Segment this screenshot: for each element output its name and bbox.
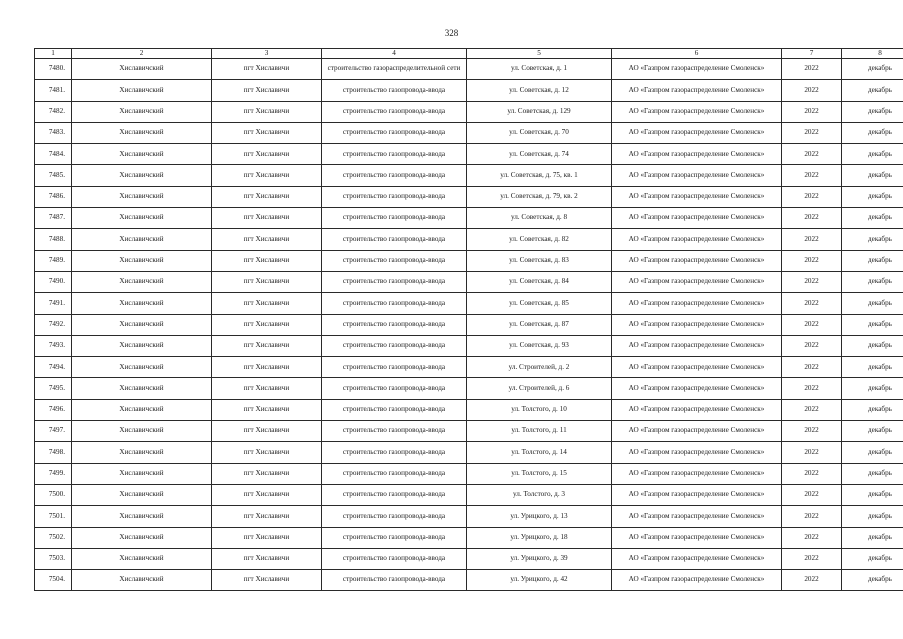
table-row	[35, 122, 903, 143]
settlement-cell: пгт Хиславичи	[212, 506, 322, 527]
row-number: 7489.	[35, 250, 72, 271]
month-cell: декабрь	[842, 463, 903, 484]
work-type-cell: строительство газопровода-ввода	[322, 421, 467, 442]
settlement-cell: пгт Хиславичи	[212, 314, 322, 335]
work-type-cell: строительство газопровода-ввода	[322, 378, 467, 399]
district-cell: Хиславичский	[72, 335, 212, 356]
work-type-cell: строительство газопровода-ввода	[322, 122, 467, 143]
year-cell: 2022	[782, 484, 842, 505]
settlement-cell: пгт Хиславичи	[212, 548, 322, 569]
work-type-cell: строительство газопровода-ввода	[322, 229, 467, 250]
address-cell: ул. Советская, д. 75, кв. 1	[467, 165, 612, 186]
month-cell: декабрь	[842, 144, 903, 165]
row-number: 7485.	[35, 165, 72, 186]
year-cell: 2022	[782, 250, 842, 271]
page-number: 328	[444, 28, 459, 38]
row-number: 7499.	[35, 463, 72, 484]
row-number: 7502.	[35, 527, 72, 548]
column-header: 7	[782, 49, 842, 59]
organization-cell: АО «Газпром газораспределение Смоленск»	[612, 527, 782, 548]
district-cell: Хиславичский	[72, 570, 212, 591]
table-row	[35, 144, 903, 165]
table-row	[35, 335, 903, 356]
settlement-cell: пгт Хиславичи	[212, 484, 322, 505]
year-cell: 2022	[782, 378, 842, 399]
work-type-cell: строительство газопровода-ввода	[322, 484, 467, 505]
district-cell: Хиславичский	[72, 506, 212, 527]
district-cell: Хиславичский	[72, 122, 212, 143]
row-number: 7503.	[35, 548, 72, 569]
row-number: 7494.	[35, 357, 72, 378]
table-row	[35, 208, 903, 229]
organization-cell: АО «Газпром газораспределение Смоленск»	[612, 421, 782, 442]
month-cell: декабрь	[842, 59, 903, 80]
organization-cell: АО «Газпром газораспределение Смоленск»	[612, 484, 782, 505]
month-cell: декабрь	[842, 165, 903, 186]
address-cell: ул. Урицкого, д. 18	[467, 527, 612, 548]
settlement-cell: пгт Хиславичи	[212, 59, 322, 80]
column-header: 6	[612, 49, 782, 59]
table-row	[35, 186, 903, 207]
address-cell: ул. Советская, д. 12	[467, 80, 612, 101]
district-cell: Хиславичский	[72, 357, 212, 378]
organization-cell: АО «Газпром газораспределение Смоленск»	[612, 80, 782, 101]
work-type-cell: строительство газопровода-ввода	[322, 293, 467, 314]
settlement-cell: пгт Хиславичи	[212, 144, 322, 165]
table-row	[35, 80, 903, 101]
column-header: 3	[212, 49, 322, 59]
year-cell: 2022	[782, 421, 842, 442]
work-type-cell: строительство газопровода-ввода	[322, 442, 467, 463]
work-type-cell: строительство газопровода-ввода	[322, 101, 467, 122]
settlement-cell: пгт Хиславичи	[212, 186, 322, 207]
month-cell: декабрь	[842, 335, 903, 356]
organization-cell: АО «Газпром газораспределение Смоленск»	[612, 186, 782, 207]
settlement-cell: пгт Хиславичи	[212, 399, 322, 420]
organization-cell: АО «Газпром газораспределение Смоленск»	[612, 165, 782, 186]
table-row	[35, 59, 903, 80]
year-cell: 2022	[782, 506, 842, 527]
address-cell: ул. Советская, д. 8	[467, 208, 612, 229]
month-cell: декабрь	[842, 570, 903, 591]
address-cell: ул. Урицкого, д. 42	[467, 570, 612, 591]
organization-cell: АО «Газпром газораспределение Смоленск»	[612, 144, 782, 165]
settlement-cell: пгт Хиславичи	[212, 101, 322, 122]
work-type-cell: строительство газопровода-ввода	[322, 144, 467, 165]
column-header: 2	[72, 49, 212, 59]
table-row	[35, 399, 903, 420]
district-cell: Хиславичский	[72, 80, 212, 101]
work-type-cell: строительство газопровода-ввода	[322, 250, 467, 271]
year-cell: 2022	[782, 208, 842, 229]
organization-cell: АО «Газпром газораспределение Смоленск»	[612, 293, 782, 314]
row-number: 7497.	[35, 421, 72, 442]
row-number: 7488.	[35, 229, 72, 250]
address-cell: ул. Советская, д. 74	[467, 144, 612, 165]
address-cell: ул. Строителей, д. 6	[467, 378, 612, 399]
table-row	[35, 357, 903, 378]
district-cell: Хиславичский	[72, 250, 212, 271]
district-cell: Хиславичский	[72, 186, 212, 207]
work-type-cell: строительство газопровода-ввода	[322, 506, 467, 527]
organization-cell: АО «Газпром газораспределение Смоленск»	[612, 506, 782, 527]
column-header: 1	[35, 49, 72, 59]
work-type-cell: строительство газопровода-ввода	[322, 399, 467, 420]
district-cell: Хиславичский	[72, 421, 212, 442]
row-number: 7501.	[35, 506, 72, 527]
year-cell: 2022	[782, 186, 842, 207]
year-cell: 2022	[782, 399, 842, 420]
district-cell: Хиславичский	[72, 59, 212, 80]
registry-table	[34, 48, 903, 591]
address-cell: ул. Урицкого, д. 39	[467, 548, 612, 569]
row-number: 7493.	[35, 335, 72, 356]
organization-cell: АО «Газпром газораспределение Смоленск»	[612, 570, 782, 591]
table-row	[35, 506, 903, 527]
work-type-cell: строительство газопровода-ввода	[322, 335, 467, 356]
district-cell: Хиславичский	[72, 165, 212, 186]
month-cell: декабрь	[842, 357, 903, 378]
settlement-cell: пгт Хиславичи	[212, 463, 322, 484]
month-cell: декабрь	[842, 186, 903, 207]
settlement-cell: пгт Хиславичи	[212, 442, 322, 463]
settlement-cell: пгт Хиславичи	[212, 570, 322, 591]
table-row	[35, 570, 903, 591]
organization-cell: АО «Газпром газораспределение Смоленск»	[612, 357, 782, 378]
table-row	[35, 165, 903, 186]
organization-cell: АО «Газпром газораспределение Смоленск»	[612, 378, 782, 399]
row-number: 7491.	[35, 293, 72, 314]
district-cell: Хиславичский	[72, 144, 212, 165]
address-cell: ул. Советская, д. 129	[467, 101, 612, 122]
table-row	[35, 484, 903, 505]
row-number: 7480.	[35, 59, 72, 80]
organization-cell: АО «Газпром газораспределение Смоленск»	[612, 314, 782, 335]
month-cell: декабрь	[842, 399, 903, 420]
district-cell: Хиславичский	[72, 399, 212, 420]
table-row	[35, 421, 903, 442]
address-cell: ул. Строителей, д. 2	[467, 357, 612, 378]
month-cell: декабрь	[842, 506, 903, 527]
settlement-cell: пгт Хиславичи	[212, 165, 322, 186]
year-cell: 2022	[782, 463, 842, 484]
work-type-cell: строительство газопровода-ввода	[322, 548, 467, 569]
year-cell: 2022	[782, 229, 842, 250]
district-cell: Хиславичский	[72, 484, 212, 505]
organization-cell: АО «Газпром газораспределение Смоленск»	[612, 399, 782, 420]
table-row	[35, 229, 903, 250]
table-row	[35, 548, 903, 569]
settlement-cell: пгт Хиславичи	[212, 271, 322, 292]
year-cell: 2022	[782, 80, 842, 101]
district-cell: Хиславичский	[72, 548, 212, 569]
row-number: 7482.	[35, 101, 72, 122]
settlement-cell: пгт Хиславичи	[212, 229, 322, 250]
month-cell: декабрь	[842, 442, 903, 463]
organization-cell: АО «Газпром газораспределение Смоленск»	[612, 122, 782, 143]
address-cell: ул. Советская, д. 82	[467, 229, 612, 250]
year-cell: 2022	[782, 144, 842, 165]
organization-cell: АО «Газпром газораспределение Смоленск»	[612, 250, 782, 271]
month-cell: декабрь	[842, 101, 903, 122]
organization-cell: АО «Газпром газораспределение Смоленск»	[612, 271, 782, 292]
work-type-cell: строительство газопровода-ввода	[322, 570, 467, 591]
year-cell: 2022	[782, 442, 842, 463]
organization-cell: АО «Газпром газораспределение Смоленск»	[612, 208, 782, 229]
organization-cell: АО «Газпром газораспределение Смоленск»	[612, 548, 782, 569]
month-cell: декабрь	[842, 548, 903, 569]
address-cell: ул. Толстого, д. 10	[467, 399, 612, 420]
year-cell: 2022	[782, 357, 842, 378]
district-cell: Хиславичский	[72, 229, 212, 250]
district-cell: Хиславичский	[72, 463, 212, 484]
year-cell: 2022	[782, 165, 842, 186]
year-cell: 2022	[782, 335, 842, 356]
settlement-cell: пгт Хиславичи	[212, 250, 322, 271]
month-cell: декабрь	[842, 314, 903, 335]
year-cell: 2022	[782, 122, 842, 143]
row-number: 7490.	[35, 271, 72, 292]
organization-cell: АО «Газпром газораспределение Смоленск»	[612, 229, 782, 250]
month-cell: декабрь	[842, 229, 903, 250]
address-cell: ул. Советская, д. 79, кв. 2	[467, 186, 612, 207]
month-cell: декабрь	[842, 484, 903, 505]
address-cell: ул. Советская, д. 1	[467, 59, 612, 80]
table-row	[35, 463, 903, 484]
month-cell: декабрь	[842, 122, 903, 143]
district-cell: Хиславичский	[72, 527, 212, 548]
row-number: 7504.	[35, 570, 72, 591]
settlement-cell: пгт Хиславичи	[212, 208, 322, 229]
district-cell: Хиславичский	[72, 101, 212, 122]
month-cell: декабрь	[842, 271, 903, 292]
row-number: 7495.	[35, 378, 72, 399]
work-type-cell: строительство газопровода-ввода	[322, 463, 467, 484]
work-type-cell: строительство газопровода-ввода	[322, 357, 467, 378]
settlement-cell: пгт Хиславичи	[212, 80, 322, 101]
column-header: 4	[322, 49, 467, 59]
year-cell: 2022	[782, 271, 842, 292]
table-row	[35, 527, 903, 548]
organization-cell: АО «Газпром газораспределение Смоленск»	[612, 59, 782, 80]
work-type-cell: строительство газопровода-ввода	[322, 186, 467, 207]
row-number: 7496.	[35, 399, 72, 420]
settlement-cell: пгт Хиславичи	[212, 378, 322, 399]
year-cell: 2022	[782, 314, 842, 335]
table-row	[35, 293, 903, 314]
address-cell: ул. Советская, д. 87	[467, 314, 612, 335]
row-number: 7486.	[35, 186, 72, 207]
month-cell: декабрь	[842, 208, 903, 229]
address-cell: ул. Урицкого, д. 13	[467, 506, 612, 527]
table-row	[35, 442, 903, 463]
month-cell: декабрь	[842, 378, 903, 399]
year-cell: 2022	[782, 59, 842, 80]
row-number: 7487.	[35, 208, 72, 229]
work-type-cell: строительство газопровода-ввода	[322, 165, 467, 186]
table-row	[35, 271, 903, 292]
row-number: 7483.	[35, 122, 72, 143]
column-header: 5	[467, 49, 612, 59]
settlement-cell: пгт Хиславичи	[212, 421, 322, 442]
address-cell: ул. Советская, д. 83	[467, 250, 612, 271]
month-cell: декабрь	[842, 293, 903, 314]
month-cell: декабрь	[842, 421, 903, 442]
organization-cell: АО «Газпром газораспределение Смоленск»	[612, 101, 782, 122]
district-cell: Хиславичский	[72, 378, 212, 399]
district-cell: Хиславичский	[72, 442, 212, 463]
settlement-cell: пгт Хиславичи	[212, 335, 322, 356]
address-cell: ул. Толстого, д. 11	[467, 421, 612, 442]
work-type-cell: строительство газораспределительной сети	[322, 59, 467, 80]
settlement-cell: пгт Хиславичи	[212, 293, 322, 314]
work-type-cell: строительство газопровода-ввода	[322, 527, 467, 548]
row-number: 7500.	[35, 484, 72, 505]
organization-cell: АО «Газпром газораспределение Смоленск»	[612, 442, 782, 463]
district-cell: Хиславичский	[72, 293, 212, 314]
table-row	[35, 378, 903, 399]
district-cell: Хиславичский	[72, 271, 212, 292]
table-row	[35, 101, 903, 122]
year-cell: 2022	[782, 570, 842, 591]
district-cell: Хиславичский	[72, 314, 212, 335]
work-type-cell: строительство газопровода-ввода	[322, 314, 467, 335]
work-type-cell: строительство газопровода-ввода	[322, 271, 467, 292]
district-cell: Хиславичский	[72, 208, 212, 229]
year-cell: 2022	[782, 548, 842, 569]
column-number-header-row	[35, 49, 903, 59]
column-header: 8	[842, 49, 903, 59]
month-cell: декабрь	[842, 250, 903, 271]
organization-cell: АО «Газпром газораспределение Смоленск»	[612, 463, 782, 484]
table-row	[35, 250, 903, 271]
address-cell: ул. Советская, д. 70	[467, 122, 612, 143]
table-row	[35, 314, 903, 335]
address-cell: ул. Советская, д. 93	[467, 335, 612, 356]
organization-cell: АО «Газпром газораспределение Смоленск»	[612, 335, 782, 356]
row-number: 7481.	[35, 80, 72, 101]
row-number: 7492.	[35, 314, 72, 335]
year-cell: 2022	[782, 527, 842, 548]
work-type-cell: строительство газопровода-ввода	[322, 80, 467, 101]
settlement-cell: пгт Хиславичи	[212, 357, 322, 378]
address-cell: ул. Толстого, д. 15	[467, 463, 612, 484]
year-cell: 2022	[782, 293, 842, 314]
settlement-cell: пгт Хиславичи	[212, 122, 322, 143]
row-number: 7484.	[35, 144, 72, 165]
row-number: 7498.	[35, 442, 72, 463]
address-cell: ул. Толстого, д. 3	[467, 484, 612, 505]
month-cell: декабрь	[842, 80, 903, 101]
address-cell: ул. Советская, д. 85	[467, 293, 612, 314]
address-cell: ул. Советская, д. 84	[467, 271, 612, 292]
settlement-cell: пгт Хиславичи	[212, 527, 322, 548]
month-cell: декабрь	[842, 527, 903, 548]
address-cell: ул. Толстого, д. 14	[467, 442, 612, 463]
year-cell: 2022	[782, 101, 842, 122]
registry-body	[35, 59, 903, 591]
work-type-cell: строительство газопровода-ввода	[322, 208, 467, 229]
